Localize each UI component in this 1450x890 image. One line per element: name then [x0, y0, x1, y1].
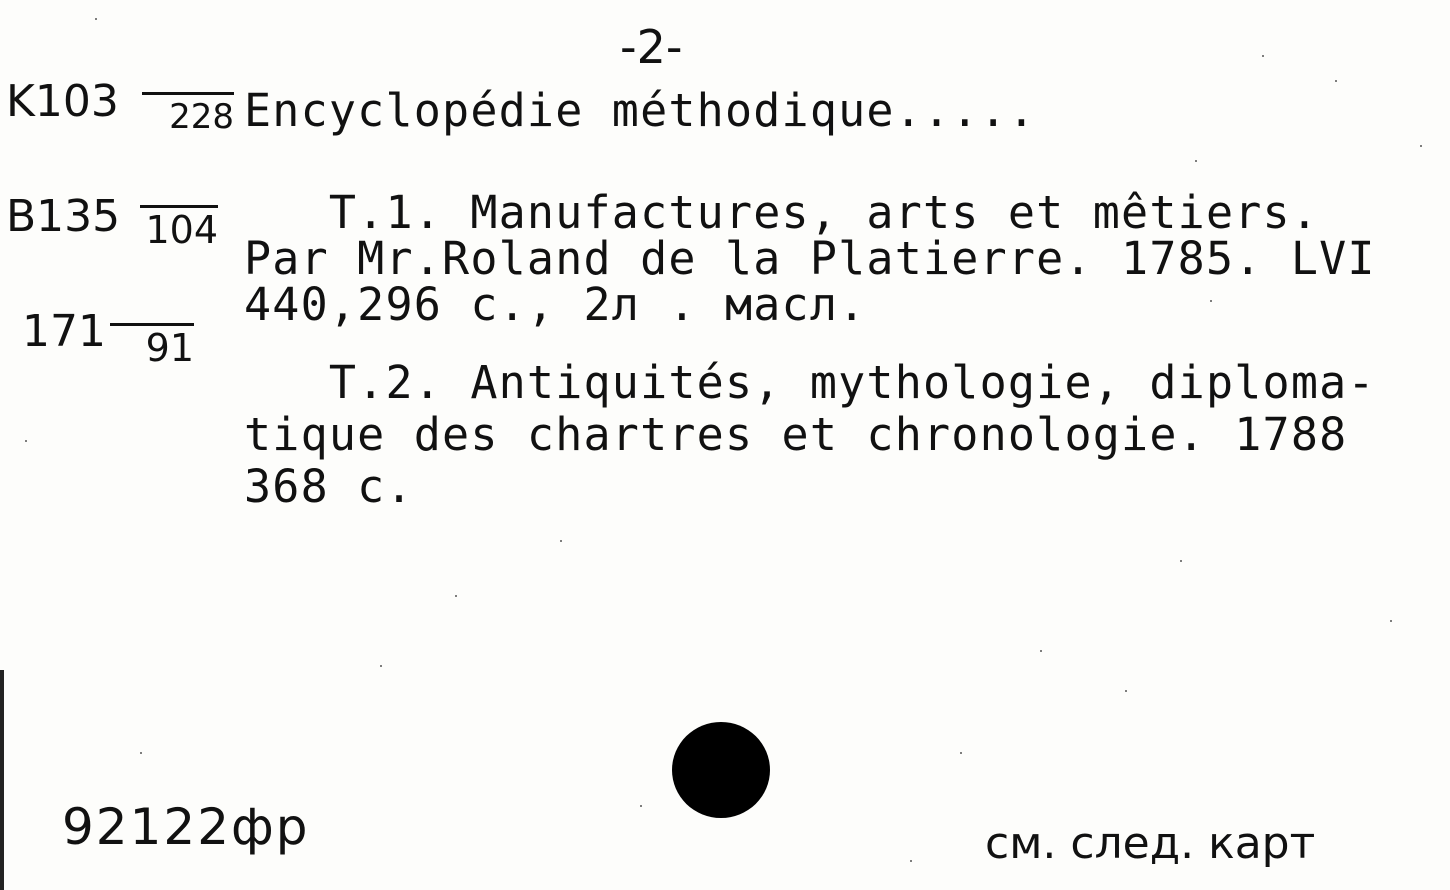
entry-line: T.2. Antiquités, mythologie, diploma- — [244, 356, 1376, 409]
speck — [1262, 55, 1264, 57]
shelfmark-code: K103 — [6, 76, 119, 127]
entry-line: 440,296 c., 2л . масл. — [244, 278, 867, 331]
inventory-number: 92122фр — [62, 798, 310, 856]
shelfmark-number: 91 — [110, 323, 194, 368]
entry-line: tique des chartres et chronologie. 1788 — [244, 408, 1348, 461]
speck — [1125, 690, 1127, 692]
card-edge — [0, 670, 4, 890]
page-mark: -2- — [620, 20, 683, 74]
see-next-card-note: см. след. карт — [985, 818, 1316, 869]
speck — [960, 752, 962, 754]
entry-line: 368 c. — [244, 460, 414, 513]
speck — [1390, 620, 1392, 622]
title-line: Encyclopédie méthodique..... — [244, 84, 1037, 137]
entry-line: T.1. Manufactures, arts et mêtiers. — [244, 186, 1320, 239]
speck — [95, 18, 97, 20]
shelfmark-code: 171 — [22, 306, 106, 357]
shelfmark-code: B135 — [6, 191, 121, 242]
shelfmark-number: 104 — [140, 205, 218, 250]
speck — [140, 752, 142, 754]
speck — [1195, 160, 1197, 162]
speck — [1180, 560, 1182, 562]
speck — [1420, 145, 1422, 147]
entry-line: Par Mr.Roland de la Platierre. 1785. LVI — [244, 232, 1376, 285]
shelfmark-number: 228 — [142, 92, 234, 137]
speck — [640, 805, 642, 807]
speck — [1335, 80, 1337, 82]
punch-hole — [672, 722, 770, 818]
speck — [25, 440, 27, 442]
speck — [1210, 300, 1212, 302]
speck — [1040, 650, 1042, 652]
speck — [910, 860, 912, 862]
speck — [560, 540, 562, 542]
speck — [455, 595, 457, 597]
speck — [380, 665, 382, 667]
